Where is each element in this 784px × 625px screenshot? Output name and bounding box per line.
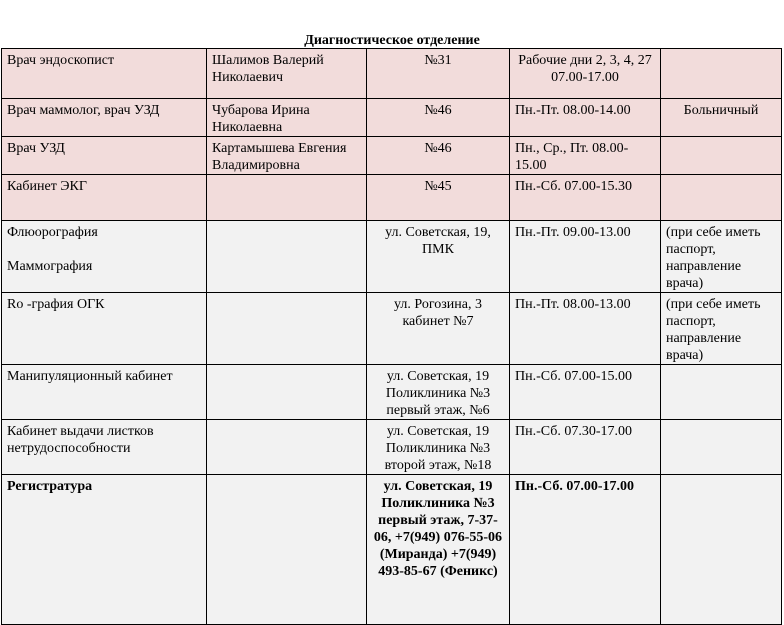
schedule-cell: Пн.-Пт. 09.00-13.00 (510, 221, 661, 293)
section-title: Диагностическое отделение (304, 33, 480, 48)
service-cell (2, 221, 207, 293)
service-label-mammography: Маммография (7, 259, 93, 274)
address-cell: ул. Рогозина, 3 кабинет №7 (367, 293, 510, 365)
doctor-name-cell (207, 420, 367, 475)
service-cell: Кабинет выдачи листков нетрудоспособности (2, 420, 207, 475)
service-label-fluorography: Флюорография (7, 225, 98, 240)
room-cell: №46 (367, 137, 510, 175)
position-cell: Кабинет ЭКГ (2, 175, 207, 221)
schedule-table (1, 48, 782, 625)
doctor-name-cell (207, 293, 367, 365)
note-cell: (при себе иметь паспорт, направление врача) (661, 293, 782, 365)
note-cell (661, 365, 782, 420)
table-row (2, 420, 782, 475)
note-cell (661, 137, 782, 175)
table-row (2, 175, 782, 221)
schedule-cell: Пн.-Пт. 08.00-14.00 (510, 99, 661, 137)
note-cell (661, 420, 782, 475)
room-cell: №45 (367, 175, 510, 221)
schedule-cell: Пн.-Сб. 07.00-15.00 (510, 365, 661, 420)
doctor-name-cell (207, 475, 367, 625)
position-cell: Врач УЗД (2, 137, 207, 175)
doctor-name-cell (207, 175, 367, 221)
schedule-cell: Рабочие дни 2, 3, 4, 27 07.00-17.00 (510, 49, 661, 99)
schedule-cell: Пн.-Сб. 07.30-17.00 (510, 420, 661, 475)
note-cell (661, 475, 782, 625)
room-cell: №46 (367, 99, 510, 137)
address-cell: ул. Советская, 19 Поликлиника №3 первый этаж, 7-37-06, +7(949) 076-55-06 (Миранда) +7(949) 493-85-67 (Феникс) (367, 475, 510, 625)
note-cell (661, 49, 782, 99)
room-cell: №31 (367, 49, 510, 99)
table-row (2, 49, 782, 99)
note-cell (661, 175, 782, 221)
address-cell: ул. Советская, 19, ПМК (367, 221, 510, 293)
schedule-cell: Пн.-Сб. 07.00-15.30 (510, 175, 661, 221)
table-row (2, 137, 782, 175)
note-cell: Больничный (661, 99, 782, 137)
service-cell: Регистратура (2, 475, 207, 625)
table-row (2, 99, 782, 137)
doctor-name-cell: Картамышева Евгения Владимировна (207, 137, 367, 175)
doctor-name-cell: Чубарова Ирина Николаевна (207, 99, 367, 137)
schedule-cell: Пн.-Пт. 08.00-13.00 (510, 293, 661, 365)
address-cell: ул. Советская, 19 Поликлиника №3 первый этаж, №6 (367, 365, 510, 420)
note-cell: (при себе иметь паспорт, направление врача) (661, 221, 782, 293)
position-cell: Врач эндоскопист (2, 49, 207, 99)
doctor-name-cell: Шалимов Валерий Николаевич (207, 49, 367, 99)
service-cell: Манипуляционный кабинет (2, 365, 207, 420)
schedule-cell: Пн.-Сб. 07.00-17.00 (510, 475, 661, 625)
table-row (2, 221, 782, 293)
table-row (2, 365, 782, 420)
doctor-name-cell (207, 365, 367, 420)
doctor-name-cell (207, 221, 367, 293)
schedule-cell: Пн., Ср., Пт. 08.00-15.00 (510, 137, 661, 175)
table-row (2, 475, 782, 625)
table-row (2, 293, 782, 365)
service-cell: Ro -графия ОГК (2, 293, 207, 365)
address-cell: ул. Советская, 19 Поликлиника №3 второй этаж, №18 (367, 420, 510, 475)
position-cell: Врач маммолог, врач УЗД (2, 99, 207, 137)
